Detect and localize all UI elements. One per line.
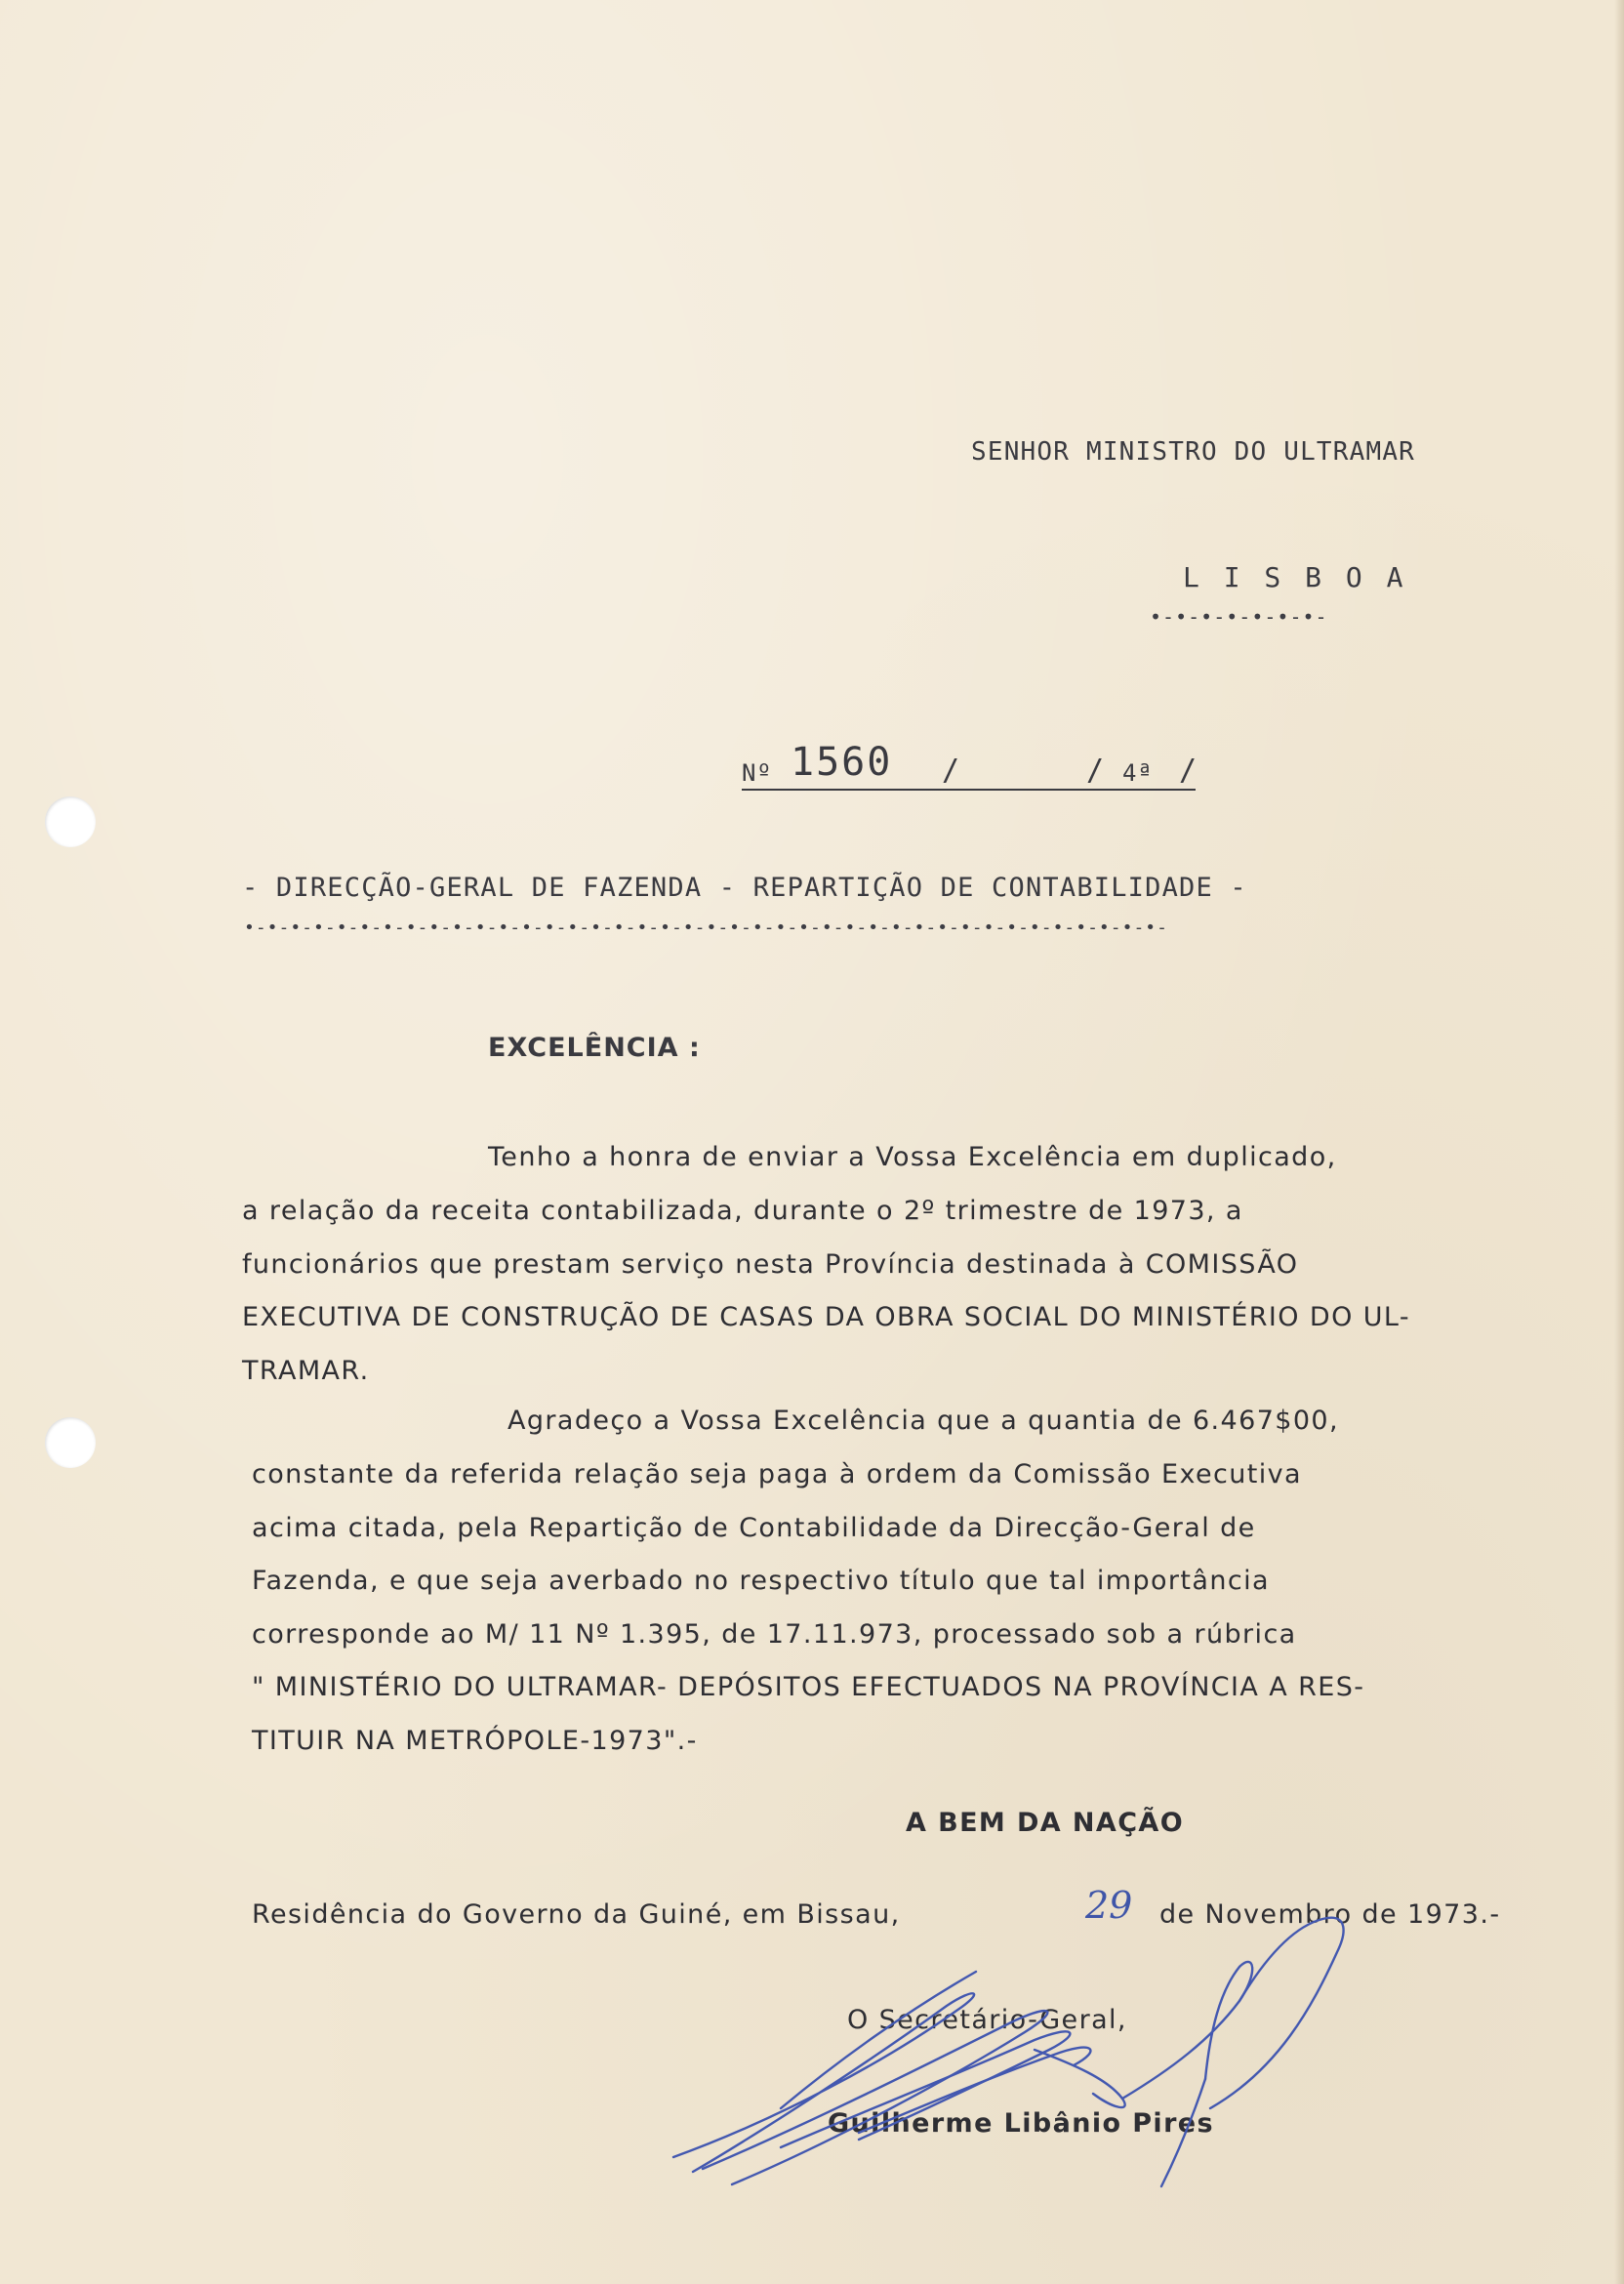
page-edge-shadow — [1614, 0, 1624, 2284]
body-line: Fazenda, e que seja averbado no respectivo título que tal importância — [252, 1566, 1270, 1596]
body-line: TITUIR NA METRÓPOLE-1973".- — [252, 1726, 698, 1756]
body-line: corresponde ao M/ 11 Nº 1.395, de 17.11.973, processado sob a rúbrica — [252, 1619, 1297, 1650]
reference-suffix: 4ª — [1122, 759, 1154, 787]
dateline-prefix: Residência do Governo da Guiné, em Bissau, — [252, 1899, 901, 1930]
punch-hole-bottom — [45, 1417, 96, 1468]
department-rule: •-•-•-•-•-•-•-•-•-•-•-•-•-•-•-•-•-•-•-•-•-•-•-•-•-•-•-•-•-•-•-•-•-•-•-•-•-•-•-•- — [244, 918, 1168, 938]
body-line: Agradeço a Vossa Excelência que a quantia de 6.467$00, — [508, 1406, 1339, 1436]
body-line: " MINISTÉRIO DO ULTRAMAR- DEPÓSITOS EFECTUADOS NA PROVÍNCIA A RES- — [252, 1672, 1365, 1702]
body-line: constante da referida relação seja paga à ordem da Comissão Executiva — [252, 1459, 1302, 1489]
body-line: a relação da receita contabilizada, durante o 2º trimestre de 1973, a — [242, 1196, 1243, 1226]
body-line: funcionários que prestam serviço nesta Província destinada à COMISSÃO — [242, 1249, 1299, 1280]
reference-slash: / — [942, 754, 961, 788]
handwritten-day: 29 — [1085, 1884, 1133, 1927]
reference-slash: / — [1086, 754, 1106, 788]
body-line: acima citada, pela Repartição de Contabilidade da Direcção-Geral de — [252, 1513, 1256, 1543]
department-heading: - DIRECÇÃO-GERAL DE FAZENDA - REPARTIÇÃO DE CONTABILIDADE - — [242, 873, 1247, 903]
body-line: EXECUTIVA DE CONSTRUÇÃO DE CASAS DA OBRA SOCIAL DO MINISTÉRIO DO UL- — [242, 1302, 1410, 1332]
closing-formula: A BEM DA NAÇÃO — [906, 1808, 1185, 1838]
body-line: Tenho a honra de enviar a Vossa Excelência em duplicado, — [488, 1142, 1337, 1172]
body-line: TRAMAR. — [242, 1356, 370, 1386]
reference-underline — [742, 789, 1196, 791]
signatory-title: O Secretário-Geral, — [847, 2005, 1127, 2035]
reference-slash: / — [1179, 754, 1198, 788]
signatory-name: Guilherme Libânio Pires — [828, 2108, 1214, 2139]
salutation: EXCELÊNCIA : — [488, 1033, 701, 1063]
city-rule: •-•-•-•-•-•-•- — [1150, 605, 1328, 629]
addressee-city: L I S B O A — [1183, 561, 1407, 593]
reference-prefix: Nº — [742, 759, 773, 787]
addressee-line: SENHOR MINISTRO DO ULTRAMAR — [971, 437, 1416, 467]
handwritten-signature — [664, 1913, 1405, 2206]
dateline-suffix: de Novembro de 1973.- — [1159, 1899, 1501, 1930]
reference-number-value: 1560 — [791, 740, 893, 785]
punch-hole-top — [45, 796, 96, 847]
